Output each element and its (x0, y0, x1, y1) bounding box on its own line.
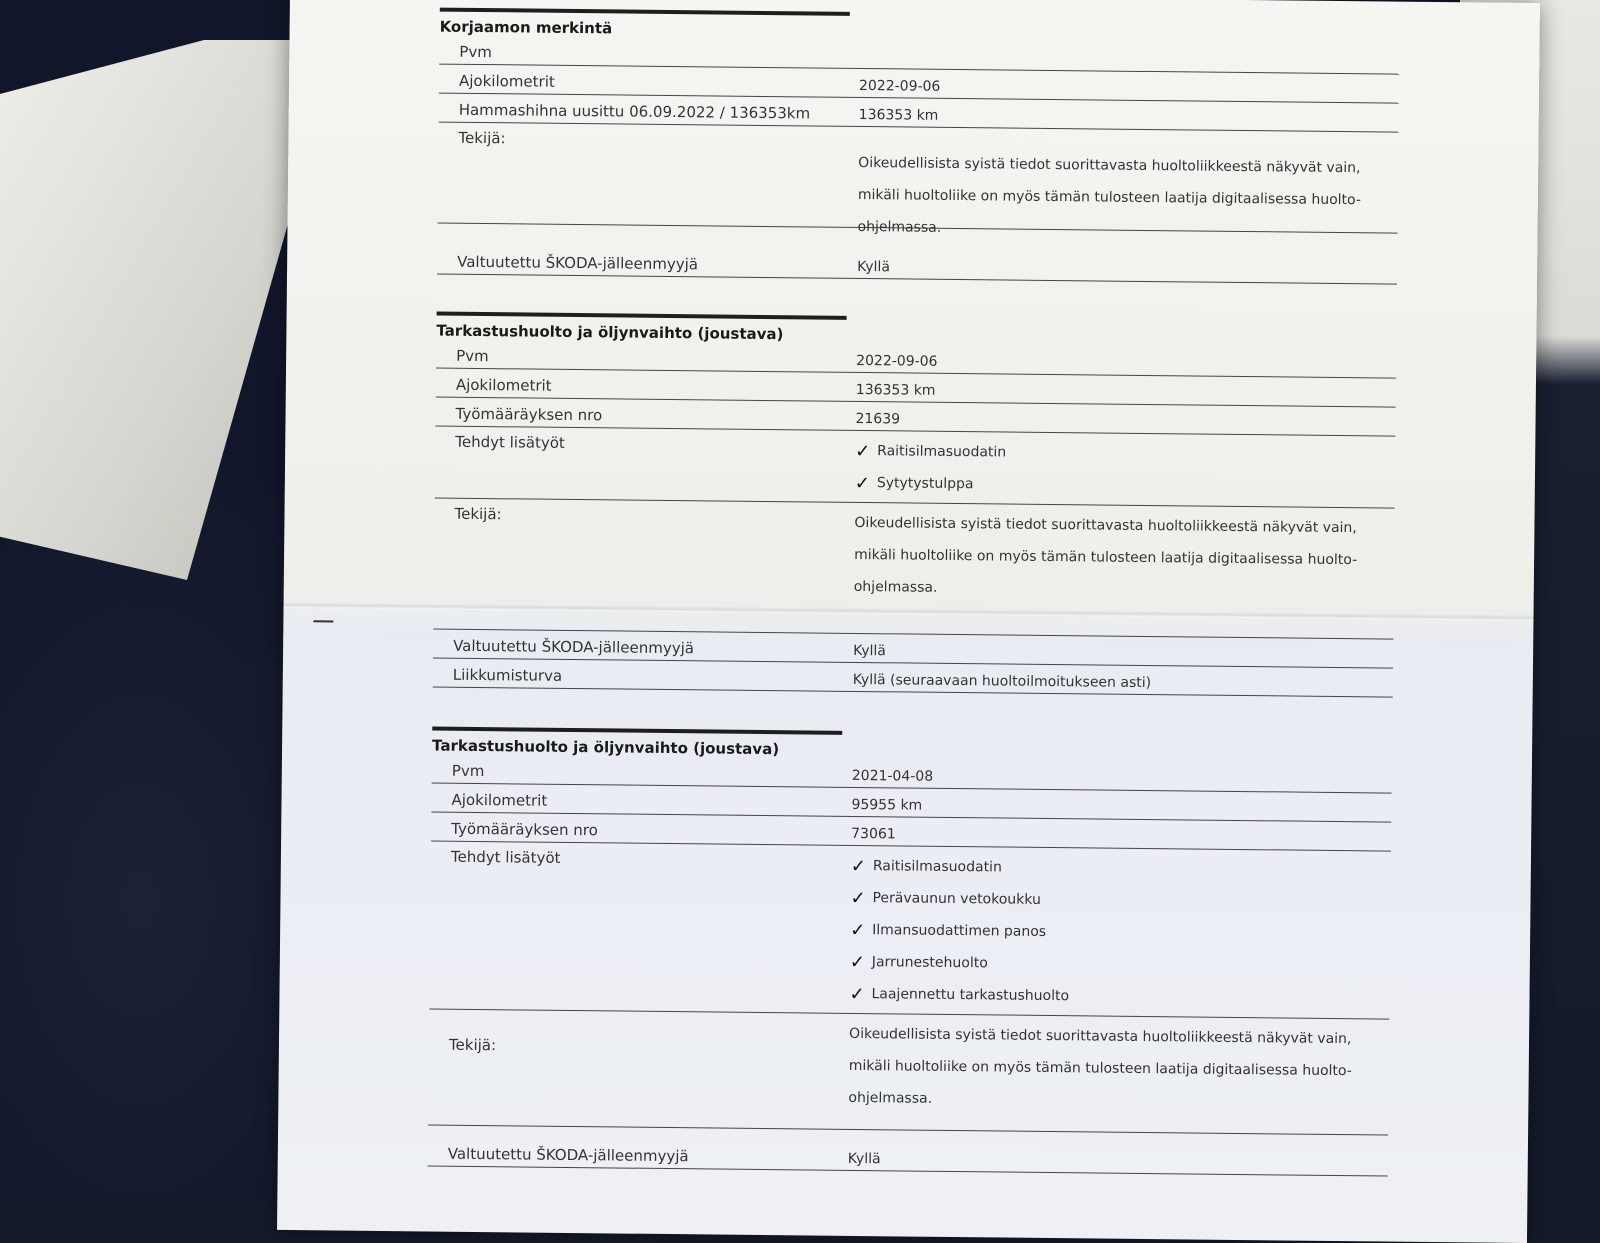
row-label: Hammashihna uusittu 06.09.2022 / 136353km (458, 100, 811, 123)
row-label: Työmääräyksen nro (455, 404, 603, 425)
checkmark-icon: ✓ (849, 951, 866, 973)
service-document (277, 0, 1540, 1243)
row-label: Liikkumisturva (452, 665, 563, 685)
section-workshop-entry (437, 8, 1400, 285)
row-value: 136353 km (855, 381, 936, 399)
row-extra-work (435, 427, 1396, 509)
row-performer (438, 123, 1399, 234)
row-value: 95955 km (851, 796, 923, 814)
check-label: Raitisilmasuodatin (877, 443, 1007, 461)
row-note: Oikeudellisista syistä tiedot suorittavasta huoltoliikkeestä näkyvät vain, mikäli huoltoliike on myös tämän tulosteen laatija digitaalisessa huolto-ohjelmassa. (857, 154, 1362, 236)
section-title: Korjaamon merkintä (440, 8, 1400, 46)
row-label: Valtuutettu ŠKODA-jälleenmyyjä (453, 636, 695, 658)
row-note: Oikeudellisista syistä tiedot suorittavasta huoltoliikkeestä näkyvät vain, mikäli huoltoliike on myös tämän tulosteen laatija digitaalisessa huolto-ohjelmassa. (853, 514, 1358, 596)
check-label: Jarrunestehuolto (871, 954, 988, 972)
checklist (855, 431, 1396, 508)
row-label: Pvm (451, 761, 485, 781)
checkmark-icon: ✓ (850, 887, 866, 909)
row-label: Tehdyt lisätyöt (455, 432, 565, 452)
check-label: Sytytystulppa (876, 475, 974, 493)
checkmark-icon: ✓ (855, 440, 871, 462)
row-label: Tekijä: (458, 128, 506, 148)
row-label: Työmääräyksen nro (451, 819, 598, 840)
row-value: 73061 (851, 825, 896, 843)
row-label: Ajokilometrit (458, 71, 555, 91)
row-value: Kyllä (853, 642, 887, 660)
checkmark-icon: ✓ (850, 855, 867, 877)
row-value: Kyllä (847, 1150, 881, 1168)
section-service-2022 (433, 312, 1397, 698)
row-label: Valtuutettu ŠKODA-jälleenmyyjä (447, 1144, 689, 1166)
row-label: Ajokilometrit (451, 790, 548, 810)
checklist (849, 846, 1391, 1019)
checkmark-icon: ✓ (850, 919, 866, 941)
row-performer (428, 1010, 1389, 1136)
check-label: Raitisilmasuodatin (872, 858, 1002, 876)
row-performer (433, 499, 1394, 640)
row-authorized-dealer (428, 1126, 1388, 1177)
check-item (855, 467, 1395, 505)
check-item (849, 978, 1389, 1016)
checkmark-icon: ✓ (854, 472, 871, 494)
checkmark-icon: ✓ (849, 983, 865, 1005)
row-value: 136353 km (858, 106, 939, 124)
row-label: Pvm (459, 42, 493, 62)
check-label: Laajennettu tarkastushuolto (871, 986, 1070, 1005)
margin-dash (313, 620, 333, 622)
row-value: 2022-09-06 (856, 352, 938, 370)
check-label: Perävaunun vetokoukku (872, 890, 1041, 908)
row-value: Kyllä (seuraavaan huoltoilmoitukseen asti) (852, 671, 1152, 692)
row-value: Kyllä (857, 258, 891, 276)
section-title: Tarkastushuolto ja öljynvaihto (joustava) (436, 312, 1396, 350)
section-service-2021 (428, 727, 1393, 1177)
row-label: Ajokilometrit (455, 375, 552, 395)
row-value: 2022-09-06 (858, 77, 941, 95)
row-label: Tehdyt lisätyöt (450, 847, 561, 867)
row-note: Oikeudellisista syistä tiedot suorittavasta huoltoliikkeestä näkyvät vain, mikäli huoltoliike on myös tämän tulosteen laatija digitaalisessa huolto-ohjelmassa. (848, 1025, 1352, 1107)
row-label: Pvm (456, 346, 489, 366)
row-label: Tekijä: (454, 504, 502, 524)
row-value: 21639 (855, 410, 901, 428)
row-value: 2021-04-08 (851, 767, 934, 785)
row-label: Valtuutettu ŠKODA-jälleenmyyjä (457, 252, 699, 274)
row-label: Tekijä: (448, 1035, 497, 1055)
row-extra-work (429, 842, 1391, 1020)
check-label: Ilmansuodattimen panos (872, 922, 1047, 940)
section-title: Tarkastushuolto ja öljynvaihto (joustava) (432, 727, 1392, 765)
